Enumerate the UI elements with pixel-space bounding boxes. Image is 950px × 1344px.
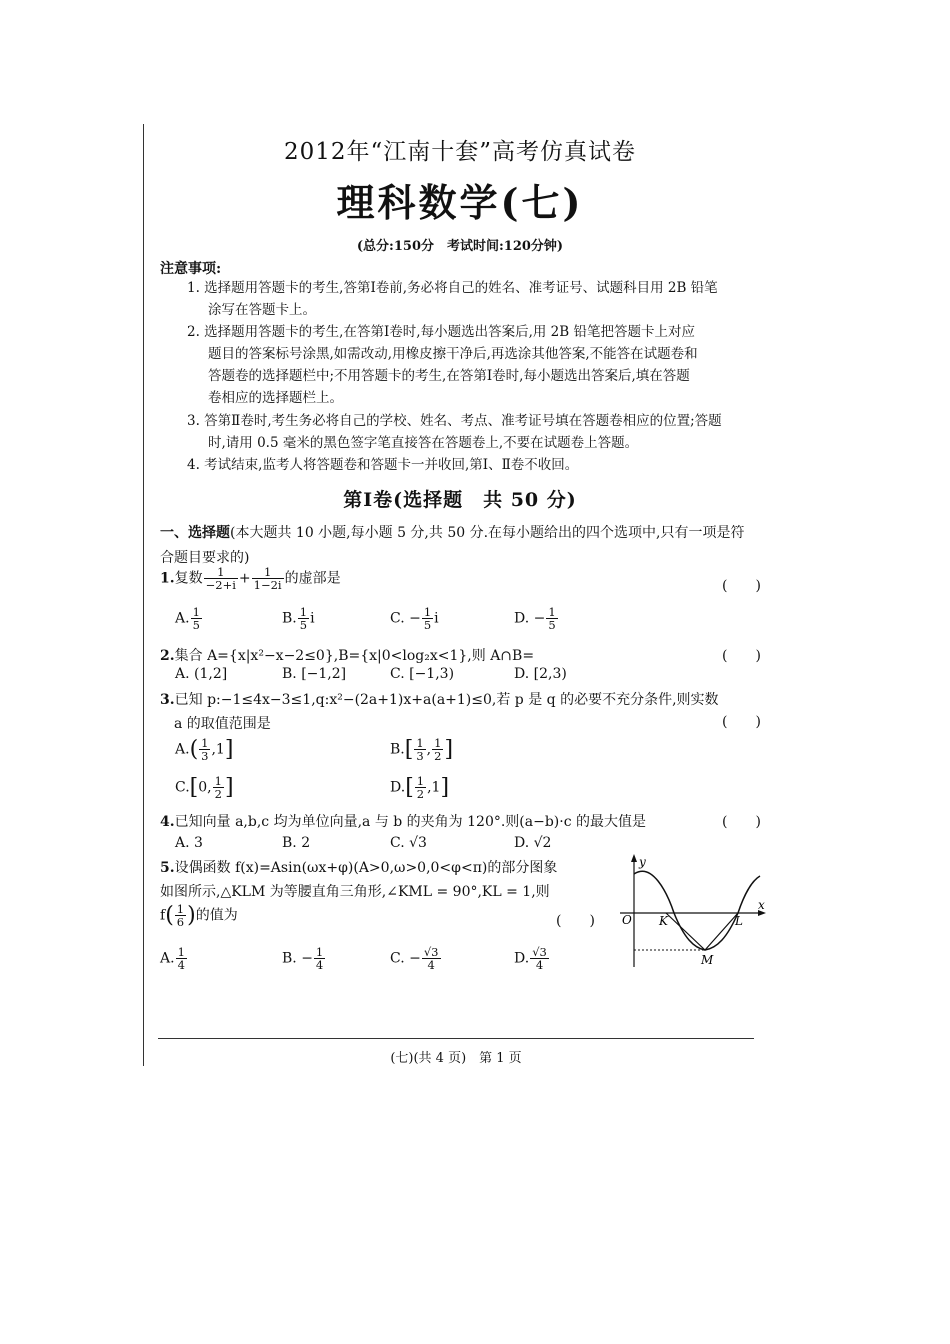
graph-label-o: O — [622, 913, 632, 927]
notice-item-2: 2. 选择题用答题卡的考生,在答第Ⅰ卷时,每小题选出答案后,用 2B 铅笔把答题卡上对应 题目的答案标号涂黑,如需改动,用橡皮擦干净后,再选涂其他答案,不能答在试题卷和 答题卷的选择题栏中;不用答题卡的考生,在答第Ⅰ卷时,每小题选出答案后,填在答题 卷相应的选择题栏上。 — [187, 324, 698, 406]
question-3-answer-blank: ( ) — [722, 714, 761, 730]
footer-rule — [158, 1038, 754, 1039]
question-4-option-c: C. √3 — [390, 835, 427, 851]
question-4-option-a: A. 3 — [175, 835, 203, 851]
question-2-answer-blank: ( ) — [722, 648, 761, 664]
left-margin-line — [143, 124, 144, 1066]
question-3-option-d: D.[ $\frac{1}{2}$ ,1] — [390, 774, 450, 801]
question-2-option-b: B. [−1,2] — [282, 666, 347, 682]
question-3-option-c: C.[0, $\frac{1}{2}$ ] — [175, 774, 234, 801]
question-1-answer-blank: ( ) — [722, 578, 761, 594]
question-1-stem: 1.复数 $\frac{1}{-2+i}$ + $\frac{1}{1-2i}$ 的虚部是 — [160, 565, 341, 592]
graph-label-m: M — [701, 953, 714, 967]
graph-sine-curve — [634, 871, 760, 950]
question-5-option-a: A. $\frac{1}{4}$ — [160, 945, 185, 972]
section-intro: 一、选择题(本大题共 10 小题,每小题 5 分,共 50 分.在每小题给出的四个选项中,只有一项是符 合题目要求的) — [160, 525, 745, 566]
question-2-stem: 2.集合 A={x|x²−x−2≤0},B={x|0<log₂x<1},则 A∩B= — [160, 648, 535, 664]
question-4-option-b: B. 2 — [282, 835, 311, 851]
graph-label-k: K — [659, 914, 668, 928]
question-5-option-c: C. − $\frac{√3}{4}$ — [390, 945, 439, 972]
page-footer: (七)(共 4 页) 第 1 页 — [390, 1051, 522, 1066]
score-time-line: (总分:150分 考试时间:120分钟) — [356, 239, 564, 254]
notice-item-1: 1. 选择题用答题卡的考生,答第Ⅰ卷前,务必将自己的姓名、准考证号、试题科目用 2B 铅笔 涂写在答题卡上。 — [187, 280, 718, 318]
section-title: 第Ⅰ卷(选择题 共 50 分) — [343, 489, 577, 511]
question-5-option-d: D. $\frac{√3}{4}$ — [514, 945, 547, 972]
exam-series-title: 2012年“江南十套”高考仿真试卷 — [283, 139, 637, 165]
question-4-option-d: D. √2 — [514, 835, 552, 851]
question-4-answer-blank: ( ) — [722, 814, 761, 830]
notice-item-3: 3. 答第Ⅱ卷时,考生务必将自己的学校、姓名、考点、准考证号填在答题卷相应的位置;答题 时,请用 0.5 毫米的黑色签字笔直接答在答题卷上,不要在试题卷上答题。 — [187, 413, 722, 451]
question-1-option-d: D. − $\frac{1}{5}$ — [514, 605, 556, 632]
q1-fraction-2: $\frac{1}{1-2i}$ — [253, 565, 282, 592]
question-2-option-a: A. (1,2] — [175, 666, 228, 682]
question-5-expression: f( $\frac{1}{6}$ )的值为 — [160, 902, 238, 929]
question-1-option-c: C. − $\frac{1}{5}$ i — [390, 605, 439, 632]
question-3-stem: 3.已知 p:−1≤4x−3≤1,q:x²−(2a+1)x+a(a+1)≤0,若 p 是 q 的必要不充分条件,则实数 a 的取值范围是 — [160, 692, 719, 732]
question-5-graph — [612, 852, 772, 970]
graph-label-l: L — [735, 914, 743, 928]
graph-y-arrow — [631, 854, 637, 862]
notice-heading: 注意事项: — [160, 261, 222, 277]
question-2-option-d: D. [2,3) — [514, 666, 567, 682]
graph-label-x: x — [758, 898, 765, 912]
notice-item-4: 4. 考试结束,监考人将答题卷和答题卡一并收回,第Ⅰ、Ⅱ卷不收回。 — [187, 457, 579, 473]
question-2-option-c: C. [−1,3) — [390, 666, 455, 682]
question-3-option-b: B.[ $\frac{1}{3}$ , $\frac{1}{2}$ ] — [390, 736, 454, 763]
question-1-option-a: A. $\frac{1}{5}$ — [175, 605, 200, 632]
question-5-option-b: B. − $\frac{1}{4}$ — [282, 945, 324, 972]
paper-title: 理科数学(七) — [336, 180, 584, 225]
question-1-option-b: B. $\frac{1}{5}$ i — [282, 605, 315, 632]
question-3-option-a: A.( $\frac{1}{3}$ ,1] — [175, 736, 234, 763]
question-5-answer-blank: ( ) — [556, 913, 595, 929]
q1-fraction-1: $\frac{1}{-2+i}$ — [205, 565, 236, 592]
question-4-stem: 4.已知向量 a,b,c 均为单位向量,a 与 b 的夹角为 120°.则(a−b)·c 的最大值是 — [160, 814, 647, 830]
question-5-stem: 5.设偶函数 f(x)=Asin(ωx+φ)(A>0,ω>0,0<φ<π)的部分图象 如图所示,△KLM 为等腰直角三角形,∠KML = 90°,KL = 1,则 — [160, 860, 558, 900]
graph-label-y: y — [639, 855, 646, 869]
